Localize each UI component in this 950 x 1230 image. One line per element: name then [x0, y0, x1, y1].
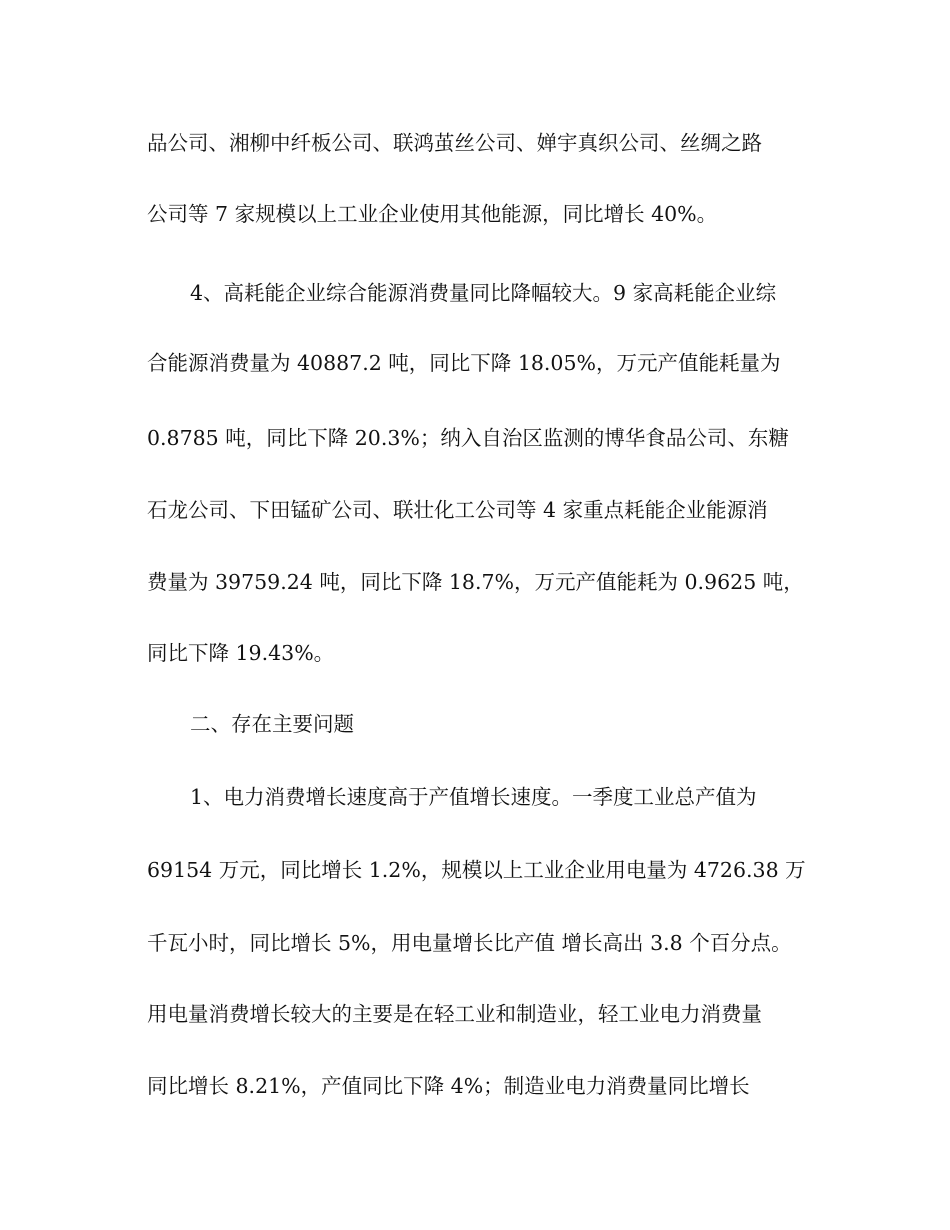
- paragraph-1-line-5: 同比增长 8.21%，产值同比下降 4%；制造业电力消费量同比增长: [147, 1074, 750, 1098]
- text-line-2: 公司等 7 家规模以上工业企业使用其他能源，同比增长 40%。: [147, 202, 718, 226]
- paragraph-4-line-6: 同比下降 19.43%。: [147, 641, 335, 665]
- paragraph-4-line-3: 0.8785 吨，同比下降 20.3%；纳入自治区监测的博华食品公司、东糖: [147, 426, 789, 450]
- paragraph-4-line-1: 4、高耗能企业综合能源消费量同比降幅较大。9 家高耗能企业综: [190, 281, 777, 305]
- paragraph-1-line-2: 69154 万元，同比增长 1.2%，规模以上工业企业用电量为 4726.38 万: [147, 858, 806, 882]
- paragraph-1-line-3: 千瓦小时，同比增长 5%，用电量增长比产值 增长高出 3.8 个百分点。: [147, 931, 792, 955]
- paragraph-4-line-4: 石龙公司、下田锰矿公司、联壮化工公司等 4 家重点耗能企业能源消: [147, 498, 768, 522]
- paragraph-1-line-1: 1、电力消费增长速度高于产值增长速度。一季度工业总产值为: [190, 785, 757, 809]
- section-heading: 二、存在主要问题: [190, 712, 354, 736]
- text-line-1: 品公司、湘柳中纤板公司、联鸿茧丝公司、婵宇真织公司、丝绸之路: [147, 131, 762, 155]
- paragraph-4-line-5: 费量为 39759.24 吨，同比下降 18.7%，万元产值能耗为 0.9625 吨，: [147, 570, 804, 594]
- paragraph-1-line-4: 用电量消费增长较大的主要是在轻工业和制造业，轻工业电力消费量: [147, 1002, 762, 1026]
- paragraph-4-line-2: 合能源消费量为 40887.2 吨，同比下降 18.05%，万元产值能耗量为: [147, 351, 781, 375]
